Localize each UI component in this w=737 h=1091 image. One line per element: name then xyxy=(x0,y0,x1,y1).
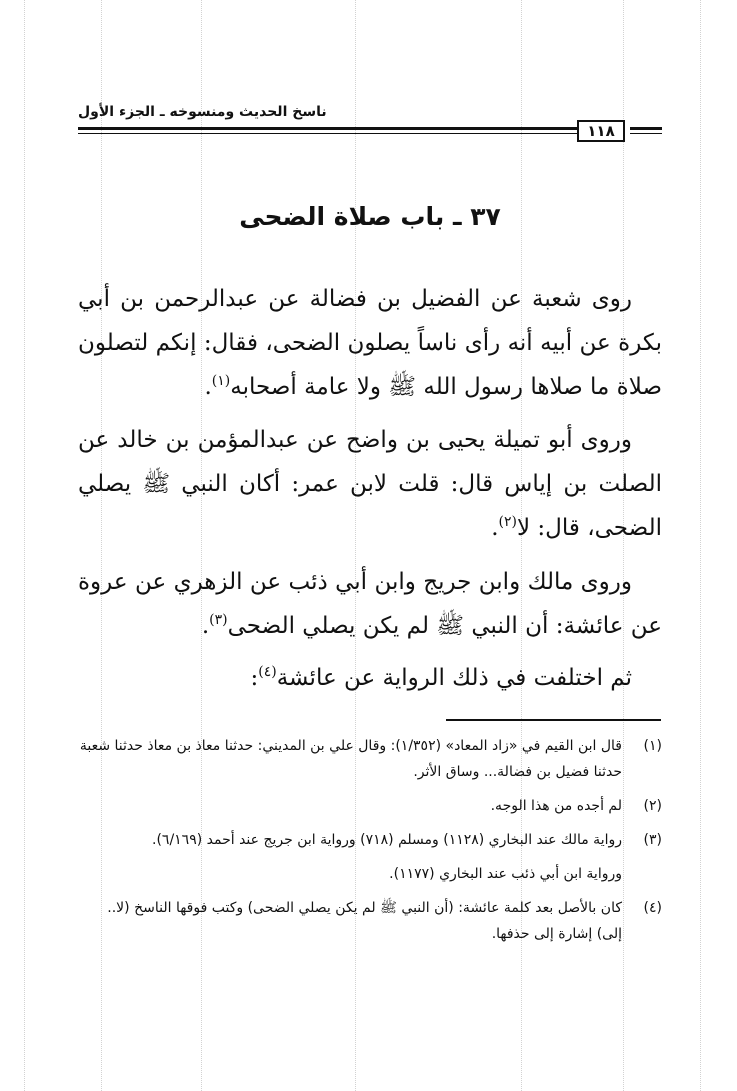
header-rule xyxy=(78,127,578,130)
footnote xyxy=(78,733,662,785)
footnote-mark: (١) xyxy=(643,738,662,754)
paragraph-text: روى شعبة عن الفضيل بن فضالة عن عبدالرحمن بن أبي بكرة عن أبيه أنه رأى ناساً يصلون الضحى، فقال: إنكم لتصلون صلاة ما صلاها رسول الله ﷺ ولا عامة أصحابه xyxy=(78,286,662,400)
paragraph-end: : xyxy=(250,665,259,691)
header-dash xyxy=(630,127,662,130)
footnote-mark: (٢) xyxy=(643,798,662,814)
footnote-text: كان بالأصل بعد كلمة عائشة: (أن النبي ﷺ لم يكن يصلي الضحى) وكتب فوقها الناسخ (لا.. إلى) إشارة إلى حذفها. xyxy=(107,900,622,942)
footnote-ref: (٣) xyxy=(209,612,228,628)
paragraph xyxy=(78,418,662,550)
paragraph-text: ثم اختلفت في ذلك الرواية عن عائشة xyxy=(276,665,632,691)
footnote-mark: (٤) xyxy=(643,900,662,916)
margin-guide xyxy=(24,0,25,1091)
footnote xyxy=(78,827,662,853)
paragraph xyxy=(78,656,662,700)
footnote-separator xyxy=(446,719,661,721)
footnote-ref: (٢) xyxy=(498,514,517,530)
footnote-text: رواية مالك عند البخاري (١١٢٨) ومسلم (٧١٨) ورواية ابن جريج عند أحمد (٦/١٦٩). xyxy=(152,832,622,848)
paragraph-end: . xyxy=(204,374,212,400)
header-dash-thin xyxy=(630,133,662,134)
margin-guide xyxy=(700,0,701,1091)
paragraph xyxy=(78,560,662,648)
paragraph-text: وروى مالك وابن جريج وابن أبي ذئب عن الزهري عن عروة عن عائشة: أن النبي ﷺ لم يكن يصلي الضحى xyxy=(78,569,662,639)
header-rule-thin xyxy=(78,133,578,134)
page-header xyxy=(78,96,662,146)
footnote-text: قال ابن القيم في «زاد المعاد» (١/٣٥٢): وقال علي بن المديني: حدثنا معاذ بن معاذ حدثنا شعبة حدثنا فضيل بن فضالة... وساق الأثر. xyxy=(79,738,622,780)
page-number: ١١٨ xyxy=(577,120,625,142)
running-title: ناسخ الحديث ومنسوخه ـ الجزء الأول xyxy=(78,104,327,120)
footnote-text: لم أجده من هذا الوجه. xyxy=(490,798,622,814)
footnote xyxy=(78,793,662,819)
footnote-mark: (٣) xyxy=(643,832,662,848)
footnote-continuation: ورواية ابن أبي ذئب عند البخاري (١١٧٧). xyxy=(389,866,622,882)
footnotes xyxy=(78,733,662,955)
paragraph-end: . xyxy=(491,515,499,541)
paragraph xyxy=(78,277,662,409)
footnote-ref: (١) xyxy=(211,373,231,389)
footnote-ref: (٤) xyxy=(258,664,277,680)
paragraph-end: . xyxy=(201,613,210,639)
paragraph-text: وروى أبو تميلة يحيى بن واضح عن عبدالمؤمن بن خالد عن الصلت بن إياس قال: قلت لابن عمر: أكان النبي ﷺ يصلي الضحى، قال: لا xyxy=(78,427,662,541)
footnote xyxy=(78,895,662,947)
chapter-title: ٣٧ ـ باب صلاة الضحى xyxy=(239,202,501,231)
